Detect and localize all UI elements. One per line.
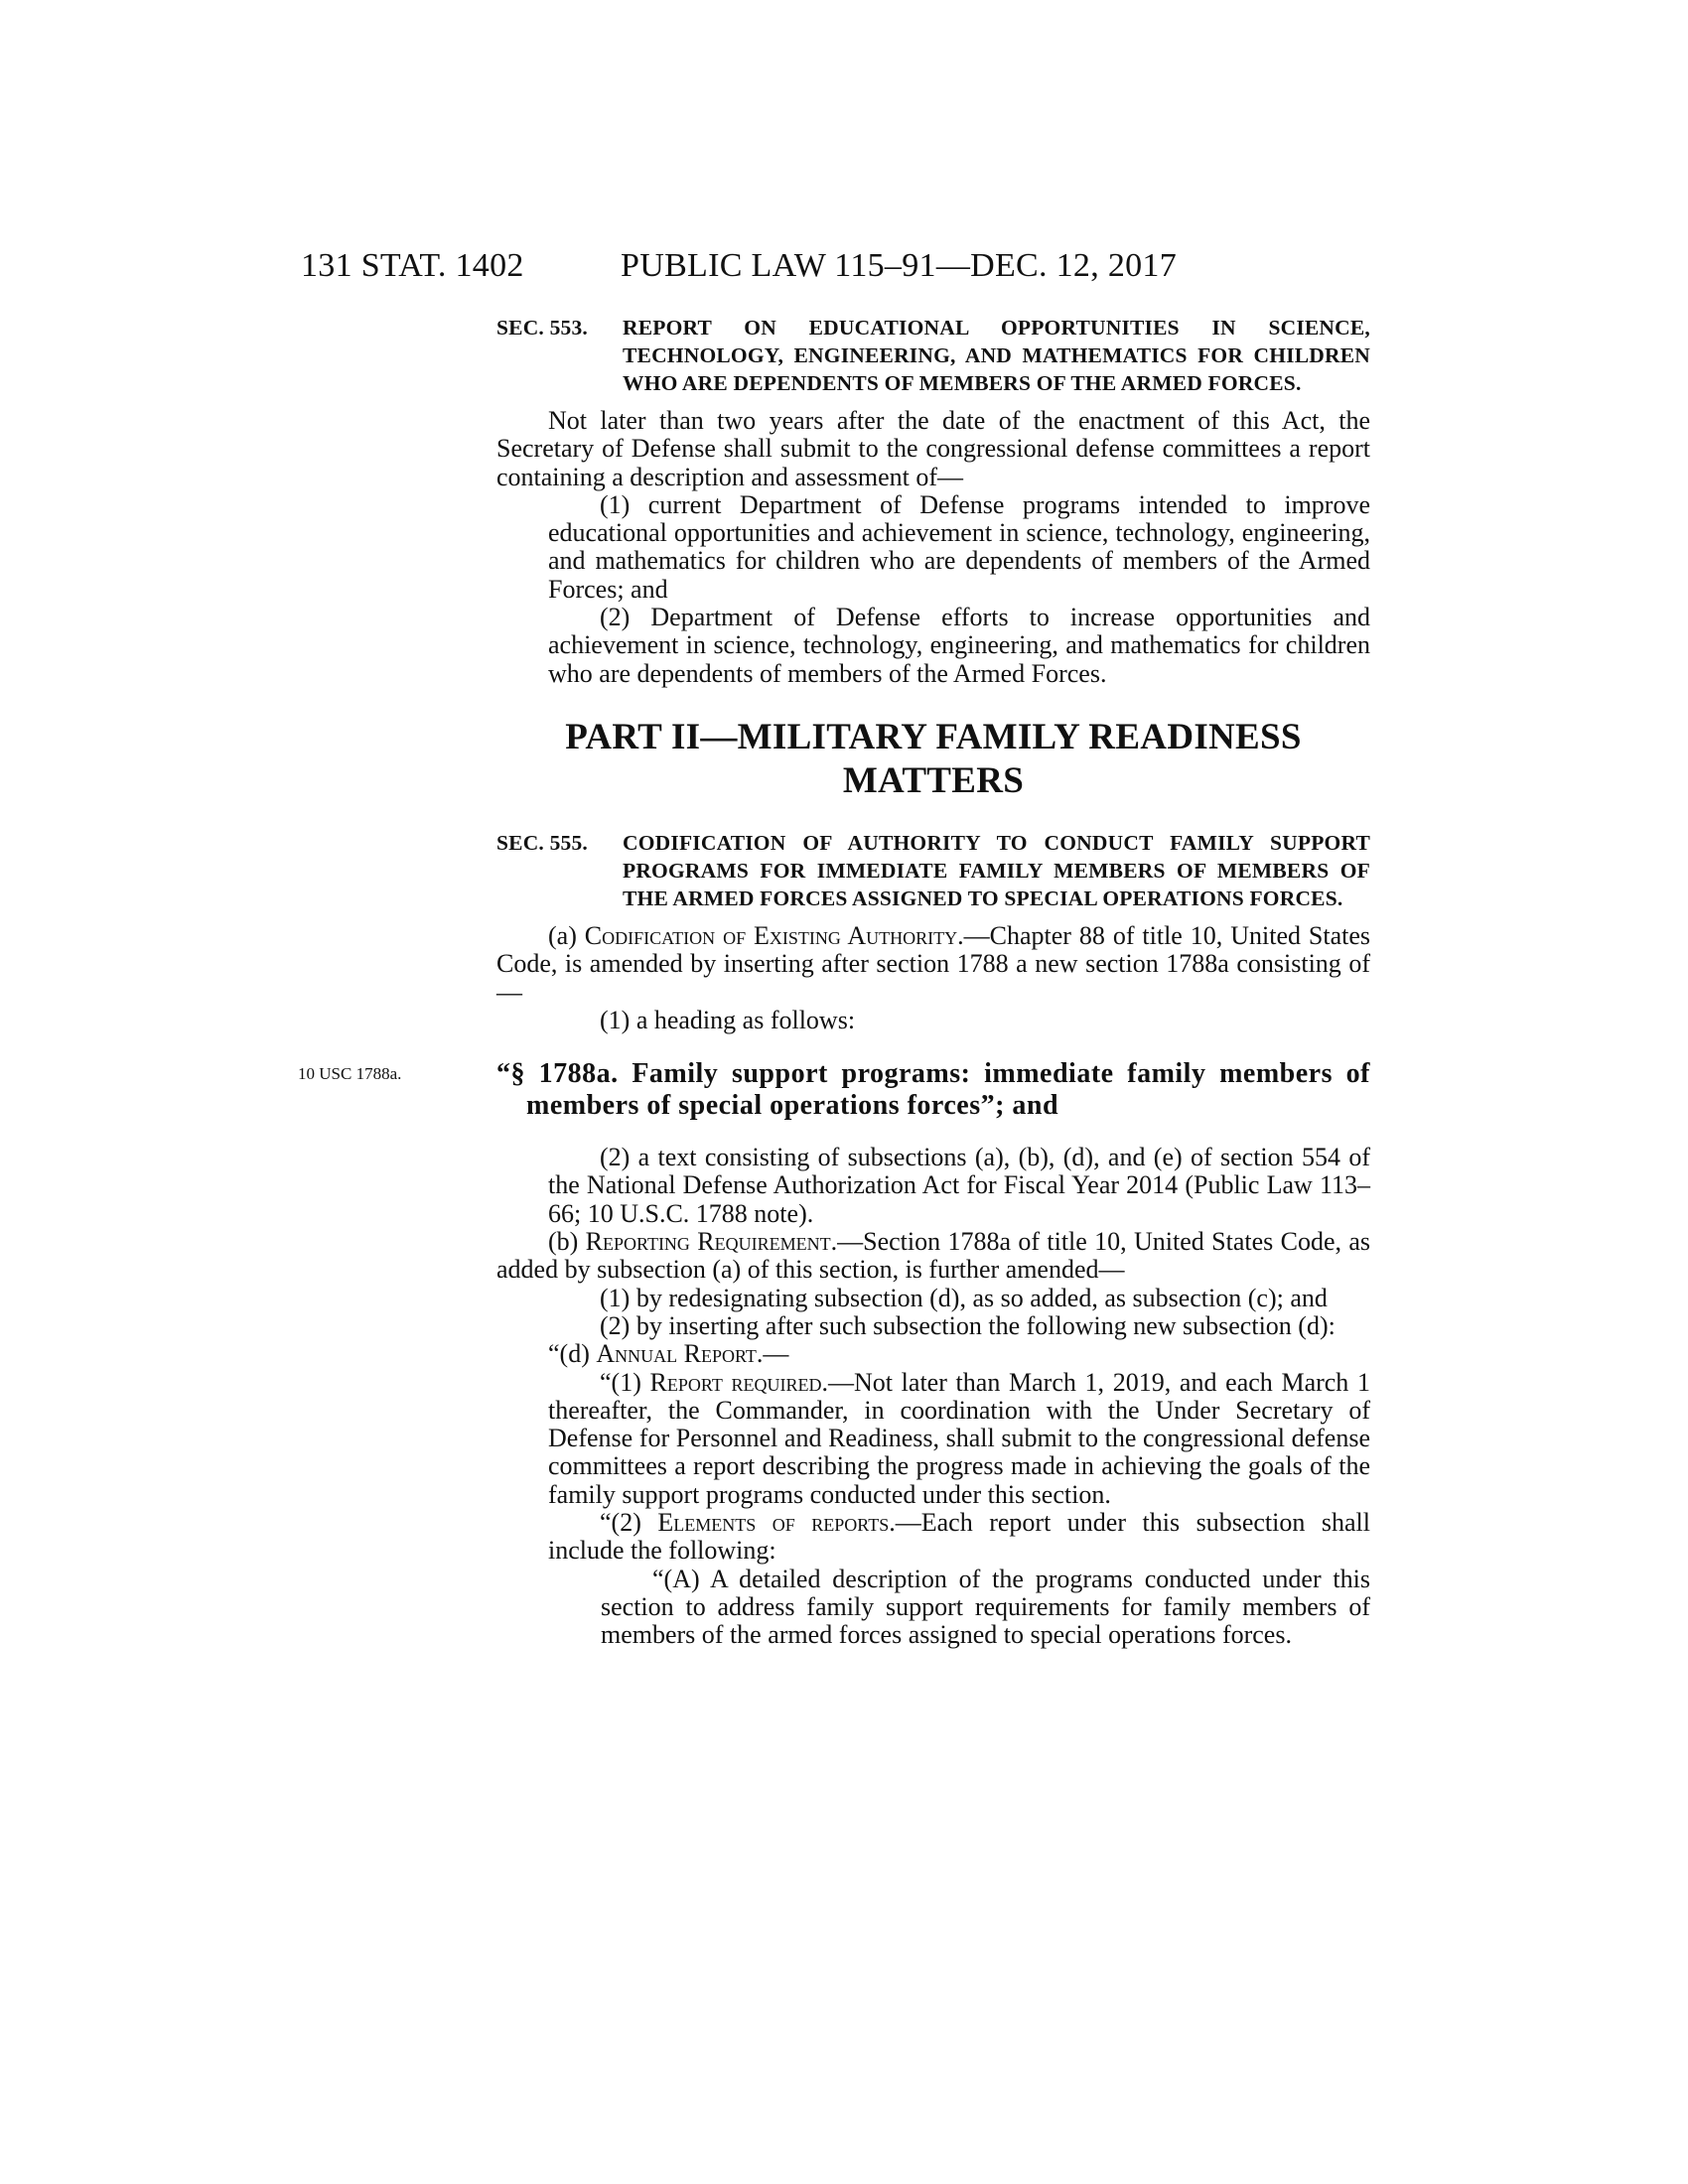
new-subsection-d-subparagraph-A: “(A) A detailed description of the programs conducted under this section to address family support requirements for family members of members of the armed forces assigned to special operations forces. — [601, 1564, 1370, 1650]
section-553-title: REPORT ON EDUCATIONAL OPPORTUNITIES IN SCIENCE, TECHNOLOGY, ENGINEERING, AND MATHEMATICS FOR CHILDREN WHO ARE DEPENDENTS OF MEMBERS OF THE ARMED FORCES. — [623, 316, 1370, 395]
statute-page-number: 131 STAT. 1402 — [301, 247, 524, 284]
section-553-item-1: (1) current Department of Defense programs intended to improve educational opportunities and achievement in science, technology, engineering, and mathematics for children who are dependents of members of the Armed Forces; and — [548, 489, 1370, 604]
section-555-number: SEC. 555. — [496, 830, 588, 855]
subsection-b-text: .—Section 1788a of title 10, United States Code, as added by subsection (a) of this section, is further amended— — [496, 1227, 1370, 1285]
subsection-a-heading: Codification of Existing Authority — [584, 920, 958, 950]
subsection-b-item-2: (2) by inserting after such subsection the following new subsection (d): — [600, 1310, 1336, 1340]
section-553-item-2: (2) Department of Defense efforts to increase opportunities and achievement in science, technology, engineering, and mathematics for children who are dependents of members of the Armed Forces. — [548, 603, 1370, 688]
subsection-a-item-2: (2) a text consisting of subsections (a), (b), (d), and (e) of section 554 of the National Defense Authorization Act for Fiscal Year 2014 (Public Law 113–66; 10 U.S.C. 1788 note). — [548, 1143, 1370, 1228]
public-law-running-head: PUBLIC LAW 115–91—DEC. 12, 2017 — [621, 247, 1178, 284]
section-553-intro: Not later than two years after the date of the enactment of this Act, the Secretary of Defense shall submit to the congressional defense committees a report containing a description and assessment of— — [496, 406, 1370, 491]
part-2-title-line-2: MATTERS — [842, 759, 1025, 801]
document-body — [298, 314, 1371, 1650]
subsection-a-item-1: (1) a heading as follows: — [600, 1005, 856, 1034]
paragraph-2-label: “(2) — [600, 1508, 658, 1538]
subsection-b-heading: Reporting Requirement — [585, 1227, 831, 1257]
section-555-title: CODIFICATION OF AUTHORITY TO CONDUCT FAMILY SUPPORT PROGRAMS FOR IMMEDIATE FAMILY MEMBERS OF MEMBERS OF THE ARMED FORCES ASSIGNED TO SPECIAL OPERATIONS FORCES. — [623, 830, 1370, 910]
codified-section-heading: “§ 1788a. Family support programs: immediate family members of members of special operations forces”; and — [496, 1058, 1370, 1122]
new-subsection-d-text: .— — [756, 1339, 789, 1369]
new-subsection-d-heading: Annual Report — [596, 1339, 757, 1369]
section-555-heading — [496, 829, 1370, 912]
subsection-a-text: .—Chapter 88 of title 10, United States Code, is amended by inserting after section 1788 a new section 1788a consisting of— — [496, 920, 1371, 1007]
section-553-heading — [496, 314, 1370, 397]
paragraph-2-heading: Elements of reports — [657, 1508, 890, 1538]
subsection-a — [496, 922, 1370, 1007]
new-subsection-d-label: “(d) — [548, 1339, 597, 1369]
new-subsection-d — [496, 1340, 1370, 1368]
subsection-b-label: (b) — [548, 1227, 586, 1257]
new-subsection-d-paragraph-1 — [496, 1369, 1370, 1509]
subsection-b-item-1: (1) by redesignating subsection (d), as so added, as subsection (c); and — [600, 1283, 1328, 1312]
paragraph-1-text: .—Not later than March 1, 2019, and each March 1 thereafter, the Commander, in coordination with the Under Secretary of Defense for Personnel and Readiness, shall submit to the congressional defense committees a report describing the progress made in achieving the goals of the family support programs conducted under this section. — [548, 1367, 1370, 1509]
paragraph-1-heading: Report required — [649, 1367, 822, 1397]
marginal-note: 10 USC 1788a. — [298, 1064, 402, 1084]
part-2-title — [496, 716, 1370, 803]
section-553-number: SEC. 553. — [496, 316, 588, 340]
part-2-title-line-1: PART II—MILITARY FAMILY READINESS — [565, 716, 1302, 757]
subsection-b — [496, 1228, 1370, 1285]
codified-section-heading-block — [298, 1058, 1370, 1122]
new-subsection-d-paragraph-2 — [496, 1509, 1370, 1566]
subsection-a-label: (a) — [548, 920, 585, 950]
paragraph-1-label: “(1) — [600, 1367, 650, 1397]
paragraph-2-text: .—Each report under this subsection shall include the following: — [548, 1508, 1370, 1566]
